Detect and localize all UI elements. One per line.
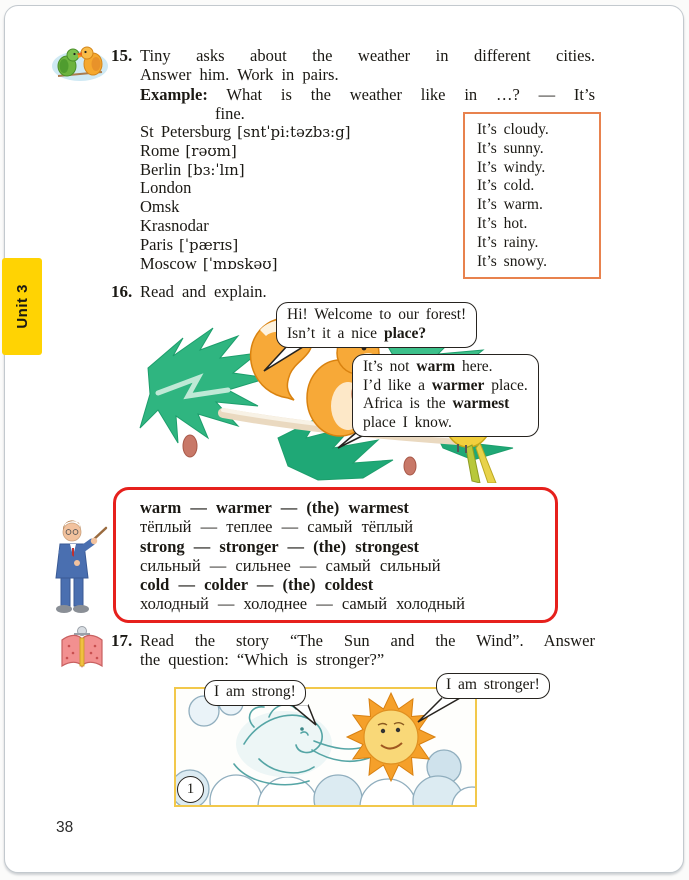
teacher-figure [46,516,110,616]
grammar-ru: тёплый — теплее — самый тёплый [140,517,414,537]
weather-phrase: It’s snowy. [477,252,548,270]
grammar-ru: сильный — сильнее — самый сильный [140,555,441,575]
weather-phrase: It’s windy. [477,158,546,176]
ex17-number: 17. [111,631,133,650]
pair-birds-icon [50,40,110,86]
wind-speech-bubble: I am strong! [204,680,306,706]
ex16-task: Read and explain. [140,282,267,301]
sun-speech-bubble: I am stronger! [436,673,550,699]
weather-phrase: It’s sunny. [477,139,544,157]
city-row: London [140,178,192,198]
ex15-task-line1: Tiny asks about the weather in different cities. [140,46,595,65]
wind-bubble-tail [290,704,318,726]
city-row: Rome [rəʊm] [140,140,237,160]
weather-phrase: It’s cloudy. [477,121,549,138]
sun-bubble-tail [416,697,462,723]
unit-tab [2,258,42,355]
city-ipa: [rəʊm] [185,141,237,160]
example-label: Example: [140,85,208,104]
reading-book-icon [56,622,108,674]
weather-phrase: It’s hot. [477,214,528,232]
ex15-example-cont: fine. [215,104,245,123]
city-row: Omsk [140,197,180,217]
grammar-en: warm — warmer — (the) warmest [140,498,409,517]
ex17-task-line2: the question: “Which is stronger?” [140,650,385,669]
city-list [140,123,351,273]
city-ipa: [ˈmɒskəʊ] [202,254,278,273]
parrot-speech-bubble: It’s not warm here. I’d like a warmer place. Africa is the warmest place I know. [352,354,539,437]
grammar-box [113,487,558,623]
unit-tab-label: Unit 3 [13,284,31,329]
grammar-ru: холодный — холоднее — самый холодный [140,594,465,614]
picture-number-badge: 1 [177,776,204,803]
ex17-task-line1: Read the story “The Sun and the Wind”. Answer [140,631,595,650]
city-ipa: [ˈpærɪs] [179,235,239,254]
city-ipa: [sntˈpi:təzbɜ:g] [237,123,351,141]
ex15-number: 15. [111,46,133,65]
weather-phrase: It’s rainy. [477,233,539,251]
page-number: 38 [56,819,74,836]
city-ipa: [bɜ:ˈlɪn] [187,160,245,179]
squirrel-bubble-tail [262,344,308,372]
squirrel-speech-bubble: Hi! Welcome to our forest! Isn’t it a nice place? [276,302,477,348]
ex15-example-line [140,85,595,105]
ex15-task-line2: Answer him. Work in pairs. [140,65,339,84]
grammar-en: strong — stronger — (the) strongest [140,536,420,556]
city-row: St Petersburg [sntˈpi:təzbɜ:g] [140,122,351,141]
weather-phrase: It’s cold. [477,177,535,195]
grammar-en: cold — colder — (the) coldest [140,575,374,595]
city-row: Berlin [bɜ:ˈlɪn] [140,159,245,179]
city-row: Moscow [ˈmɒskəʊ] [140,253,278,273]
weather-phrase: It’s warm. [477,196,543,214]
weather-phrases-box [463,112,601,279]
city-row: Paris [ˈpærɪs] [140,234,239,254]
city-row: Krasnodar [140,215,209,235]
ex16-number: 16. [111,282,133,301]
example-text: What is the weather like in …? — It’s [226,85,596,104]
